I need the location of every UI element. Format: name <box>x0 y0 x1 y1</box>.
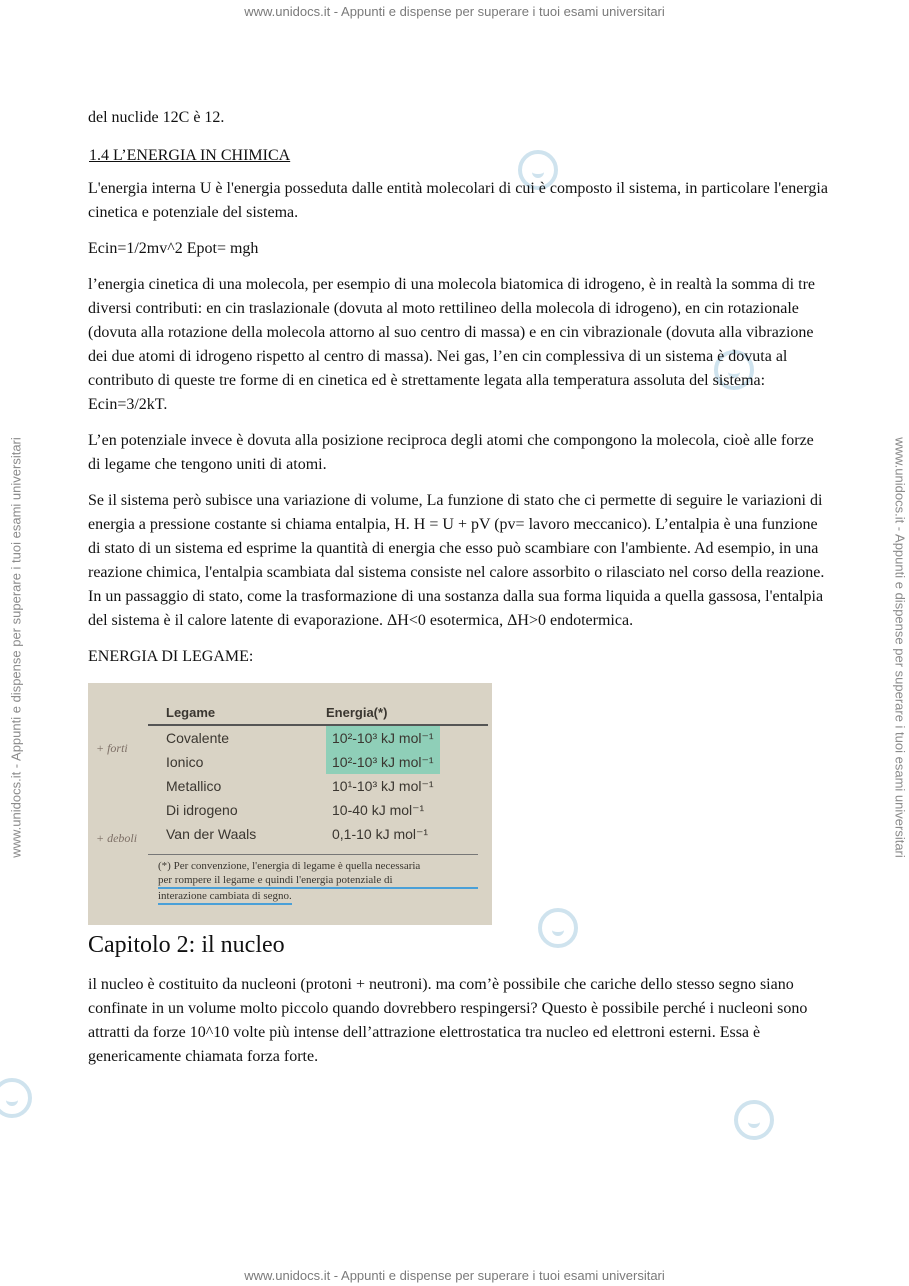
cell-legame: Di idrogeno <box>166 802 238 818</box>
watermark-side-left: www.unidocs.it - Appunti e dispense per superare i tuoi esami universitari <box>8 437 24 858</box>
table-row <box>148 822 488 846</box>
paragraph-kinetic-energy: l’energia cinetica di una molecola, per esempio di una molecola biatomica di idrogeno, è in realtà la somma di tre diversi contributi: en cin traslazionale (dovuta al moto rettilineo della molecola di idrogeno), en cin rotazionale (dovuta alla rotazione della molecola attorno al suo centro di massa) e en cin vibrazionale (dovuta alla vibrazione dei due atomi di idrogeno rispetto al centro di massa). Nei gas, l’en cin complessiva di un sistema è dovuta al contributo di queste tre forme di en cinetica ed è strettamente legata alla temperatura assoluta del sistema: Ecin=3/2kT. <box>88 276 815 413</box>
intro-line: del nuclide 12C è 12. <box>88 109 225 126</box>
handwritten-deboli: + deboli <box>96 831 138 845</box>
watermark-footer: www.unidocs.it - Appunti e dispense per superare i tuoi esami universitari <box>244 1268 665 1283</box>
paragraph-nucleus: il nucleo è costituito da nucleoni (protoni + neutroni). ma com’è possibile che cariche dello stesso segno siano confinate in un volume molto piccolo quando dovrebbero respingersi? Questo è possibile perché i nucleoni sono attratti da forze 10^10 volte più intense dell’attrazione elettrostatica tra nucleo ed elettroni esterni. Essa è genericamente chiamata forza forte. <box>88 976 808 1065</box>
table-header <box>148 691 488 726</box>
cell-legame: Metallico <box>166 778 222 794</box>
footnote-line: interazione cambiata di segno. <box>158 889 292 905</box>
cell-legame: Ionico <box>166 754 204 770</box>
watermark-header: www.unidocs.it - Appunti e dispense per superare i tuoi esami universitari <box>244 4 665 19</box>
cell-legame: Covalente <box>166 730 230 746</box>
bond-energy-photo <box>88 683 492 925</box>
table-row <box>148 798 488 822</box>
footnote-line: (*) Per convenzione, l'energia di legame è quella necessaria <box>158 860 421 872</box>
bond-energy-table <box>148 691 488 905</box>
cell-energia: 10¹-10³ kJ mol⁻¹ <box>332 778 434 794</box>
chapter-title: Capitolo 2: il nucleo <box>88 932 285 958</box>
section-title: 1.4 L’ENERGIA IN CHIMICA <box>89 147 291 164</box>
unidocs-logo-icon <box>0 1078 32 1118</box>
cell-energia: 10²-10³ kJ mol⁻¹ <box>326 726 440 750</box>
table-row <box>148 774 488 798</box>
cell-energia: 0,1-10 kJ mol⁻¹ <box>332 826 429 842</box>
unidocs-logo-icon <box>734 1100 774 1140</box>
cell-energia: 10-40 kJ mol⁻¹ <box>332 802 425 818</box>
cell-energia: 10²-10³ kJ mol⁻¹ <box>326 750 440 774</box>
handwritten-forti: + forti <box>96 741 128 755</box>
formula-line: Ecin=1/2mv^2 Epot= mgh <box>88 240 259 257</box>
cell-legame: Van der Waals <box>166 826 257 842</box>
table-row <box>148 750 488 774</box>
column-energia: Energia(*) <box>326 705 388 720</box>
legame-heading: ENERGIA DI LEGAME: <box>88 648 254 665</box>
column-legame: Legame <box>166 705 216 720</box>
table-row <box>148 726 488 750</box>
watermark-side-right: www.unidocs.it - Appunti e dispense per superare i tuoi esami universitari <box>892 437 908 858</box>
paragraph-potential-energy: L’en potenziale invece è dovuta alla posizione reciproca degli atomi che compongono la molecola, cioè alle forze di legame che tengono uniti di atomi. <box>88 432 814 473</box>
table-footnote <box>148 854 478 905</box>
paragraph-enthalpy: Se il sistema però subisce una variazione di volume, La funzione di stato che ci permette di seguire le variazioni di energia a pressione costante si chiama entalpia, H. H = U + pV (pv= lavoro meccanico). L’entalpia è una funzione di stato di un sistema ed esprime la quantità di energia che esso può scambiare con l'ambiente. Ad esempio, in una reazione chimica, l'entalpia scambiata dal sistema consiste nel calore assorbito o rilasciato nel corso della reazione. In un passaggio di stato, come la trasformazione di una sostanza dalla sua forma liquida a quella gassosa, l'entalpia del sistema è il calore latente di evaporazione. ΔH<0 esotermica, ΔH>0 endotermica. <box>88 492 825 629</box>
footnote-line: per rompere il legame e quindi l'energia potenziale di <box>158 873 478 889</box>
document-body <box>88 106 828 1069</box>
paragraph-internal-energy: L'energia interna U è l'energia posseduta dalle entità molecolari di cui è composto il sistema, in particolare l'energia cinetica e potenziale del sistema. <box>88 180 828 221</box>
